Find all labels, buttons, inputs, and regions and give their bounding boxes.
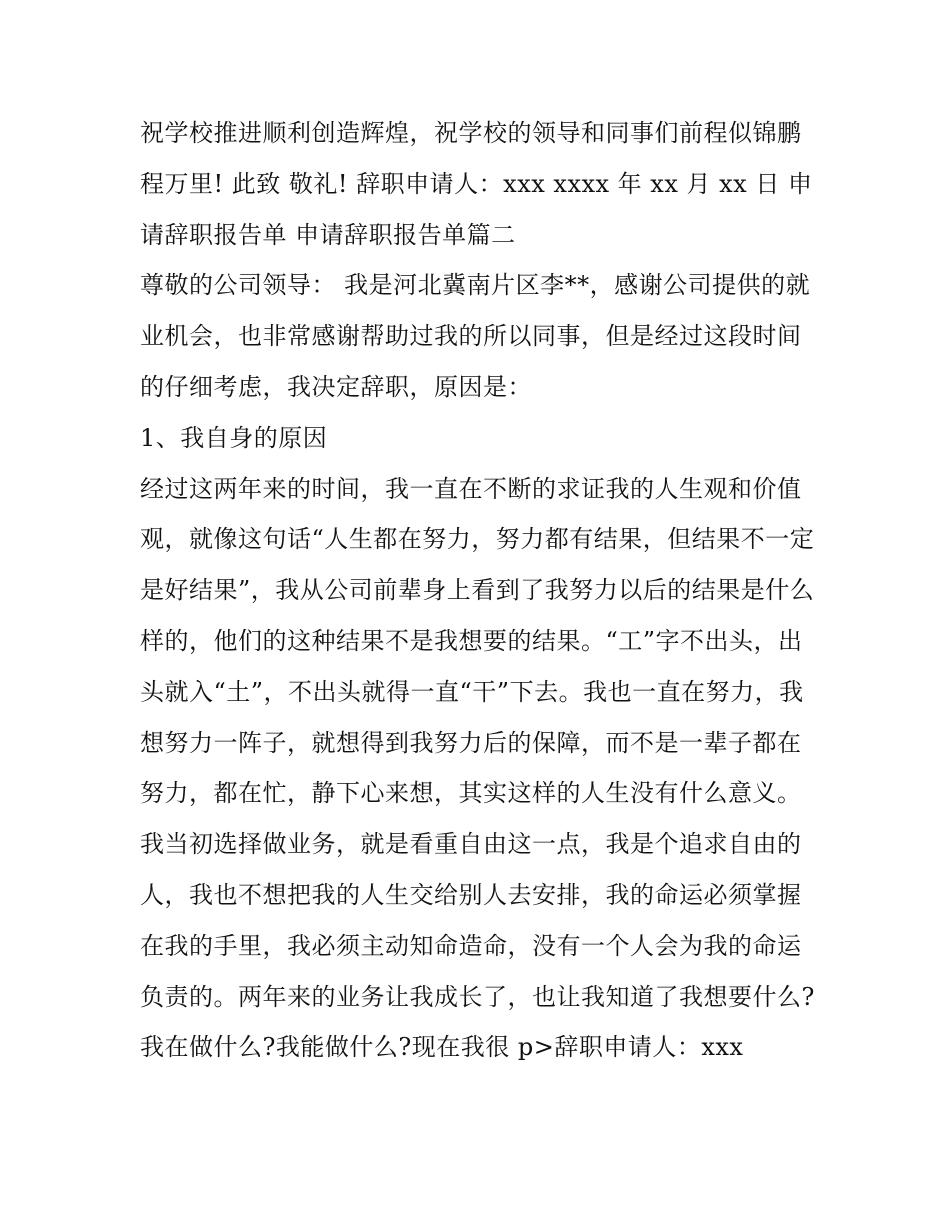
- paragraph-salutation-intro: 尊敬的公司领导： 我是河北冀南片区李**，感谢公司提供的就业机会，也非常感谢帮助过我的所以同事，但是经过这段时间的仔细考虑，我决定辞职，原因是：: [140, 271, 811, 401]
- document-body: [140, 108, 820, 1073]
- paragraph-reason-body: 经过这两年来的时间，我一直在不断的求证我的人生观和价值观，就像这句话“人生都在努力，努力都有结果，但结果不一定是好结果”，我从公司前辈身上看到了我努力以后的结果是什么样的，他们的这种结果不是我想要的结果。“工”字不出头，出头就入“土”，不出头就得一直“干”下去。我也一直在努力，我想努力一阵子，就想得到我努力后的保障，而不是一辈子都在努力，都在忙，静下心来想，其实这样的人生没有什么意义。: [140, 474, 815, 808]
- paragraph-closing-and-title: 祝学校推进顺利创造辉煌，祝学校的领导和同事们前程似锦鹏程万里! 此致 敬礼! 辞职申请人：xxx xxxx 年 xx 月 xx 日 申请辞职报告单 申请辞职报告单篇二: [140, 119, 813, 249]
- paragraph-choice-body: 我当初选择做业务，就是看重自由这一点，我是个追求自由的人，我也不想把我的人生交给别人去安排，我的命运必须掌握在我的手里，我必须主动知命造命，没有一个人会为我的命运负责的。两年来的业务让我成长了，也让我知道了我想要什么?我在做什么?我能做什么?现在我很 p>辞职申请人：xxx: [140, 830, 815, 1062]
- paragraph-reason-heading: 1、我自身的原因: [140, 423, 328, 452]
